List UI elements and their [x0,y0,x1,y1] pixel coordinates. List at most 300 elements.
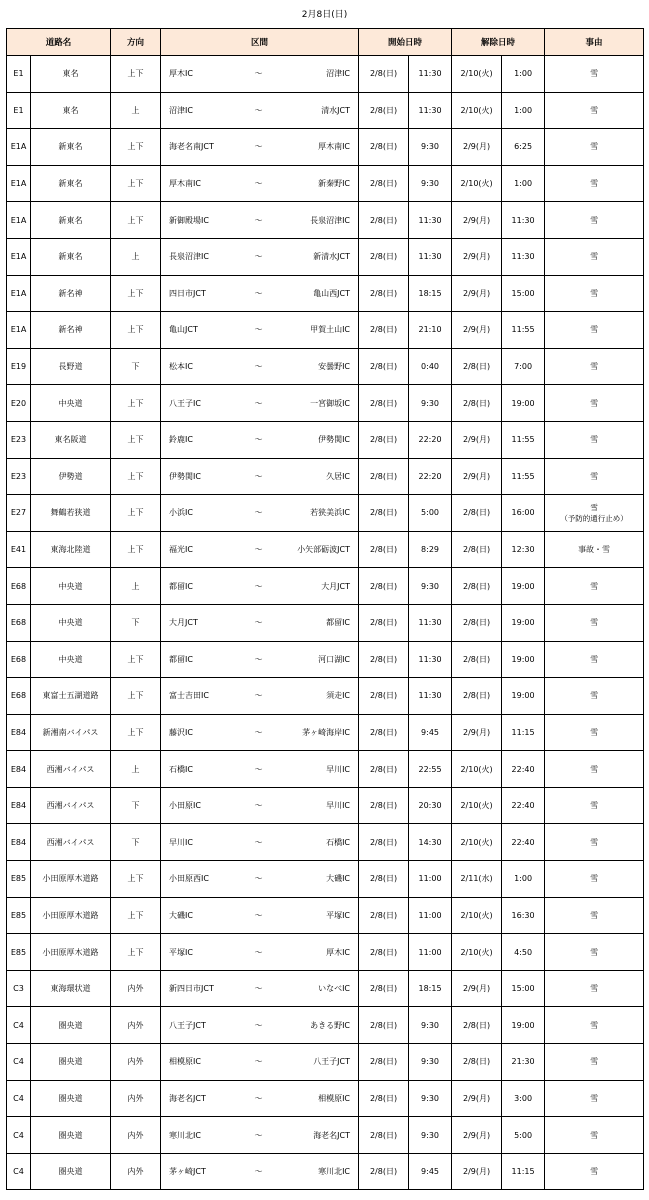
reason: 雪 [545,1153,644,1190]
section-separator: ～ [245,934,273,971]
direction: 内外 [111,1153,161,1190]
start-date: 2/8(日) [359,861,409,898]
direction: 上下 [111,129,161,166]
start-date: 2/8(日) [359,1007,409,1044]
end-date: 2/9(月) [452,202,502,239]
end-time: 1:00 [502,56,545,93]
start-date: 2/8(日) [359,275,409,312]
section-from: 都留IC [161,641,245,678]
reason: 雪 [545,312,644,349]
section-to: 寒川北IC [273,1153,359,1190]
section-to: 甲賀土山IC [273,312,359,349]
table-row [7,275,644,312]
section-to: 久居IC [273,458,359,495]
end-time: 16:30 [502,897,545,934]
start-date: 2/8(日) [359,129,409,166]
end-time: 11:30 [502,238,545,275]
start-time: 9:30 [409,165,452,202]
end-time: 12:30 [502,531,545,568]
section-from: 寒川北IC [161,1117,245,1154]
end-date: 2/8(日) [452,531,502,568]
table-row [7,1080,644,1117]
start-time: 9:30 [409,1080,452,1117]
road-code: E68 [7,678,31,715]
end-time: 6:25 [502,129,545,166]
road-name: 中央道 [31,568,111,605]
end-date: 2/9(月) [452,421,502,458]
section-to: 沼津IC [273,56,359,93]
header-reason: 事由 [545,29,644,56]
road-name: 圏央道 [31,1007,111,1044]
direction: 上下 [111,421,161,458]
start-time: 11:30 [409,92,452,129]
road-name: 圏央道 [31,1044,111,1081]
reason: 雪 [545,1080,644,1117]
end-date: 2/10(火) [452,824,502,861]
section-separator: ～ [245,129,273,166]
section-separator: ～ [245,92,273,129]
direction: 内外 [111,1080,161,1117]
table-row [7,568,644,605]
start-date: 2/8(日) [359,568,409,605]
reason: 雪 [545,568,644,605]
section-separator: ～ [245,531,273,568]
end-date: 2/9(月) [452,275,502,312]
start-time: 18:15 [409,275,452,312]
end-time: 16:00 [502,495,545,532]
section-to: 海老名JCT [273,1117,359,1154]
road-code: E85 [7,897,31,934]
table-row [7,824,644,861]
section-from: 伊勢関IC [161,458,245,495]
reason: 雪 [545,751,644,788]
direction: 内外 [111,1007,161,1044]
direction: 下 [111,604,161,641]
road-name: 新湘南バイパス [31,714,111,751]
direction: 上下 [111,531,161,568]
end-date: 2/9(月) [452,1080,502,1117]
end-time: 19:00 [502,568,545,605]
road-code: C4 [7,1007,31,1044]
section-from: 小浜IC [161,495,245,532]
section-separator: ～ [245,238,273,275]
section-separator: ～ [245,1044,273,1081]
road-code: E1A [7,275,31,312]
header-road: 道路名 [7,29,111,56]
road-name: 中央道 [31,604,111,641]
table-row [7,92,644,129]
section-separator: ～ [245,495,273,532]
section-separator: ～ [245,1007,273,1044]
road-code: E23 [7,421,31,458]
section-separator: ～ [245,897,273,934]
section-separator: ～ [245,824,273,861]
section-from: 厚木IC [161,56,245,93]
road-code: E20 [7,385,31,422]
section-from: 松本IC [161,348,245,385]
start-time: 5:00 [409,495,452,532]
section-from: 藤沢IC [161,714,245,751]
start-date: 2/8(日) [359,1044,409,1081]
start-date: 2/8(日) [359,934,409,971]
start-date: 2/8(日) [359,56,409,93]
section-to: 相模原IC [273,1080,359,1117]
start-date: 2/8(日) [359,165,409,202]
section-from: 相模原IC [161,1044,245,1081]
section-to: 八王子JCT [273,1044,359,1081]
reason: 雪 （予防的通行止め） [545,495,644,532]
section-to: 茅ヶ崎海岸IC [273,714,359,751]
start-date: 2/8(日) [359,92,409,129]
road-code: E84 [7,824,31,861]
section-separator: ～ [245,421,273,458]
road-code: E1A [7,129,31,166]
direction: 上 [111,568,161,605]
direction: 上下 [111,641,161,678]
road-code: E41 [7,531,31,568]
direction: 上 [111,92,161,129]
table-row [7,934,644,971]
reason: 雪 [545,934,644,971]
road-code: C3 [7,970,31,1007]
reason: 雪 [545,897,644,934]
direction: 上下 [111,56,161,93]
reason: 雪 [545,824,644,861]
start-time: 18:15 [409,970,452,1007]
section-to: 若狭美浜IC [273,495,359,532]
table-row [7,385,644,422]
end-time: 4:50 [502,934,545,971]
table-row [7,348,644,385]
section-to: 伊勢関IC [273,421,359,458]
direction: 上下 [111,861,161,898]
direction: 上下 [111,202,161,239]
road-code: E1A [7,202,31,239]
end-date: 2/9(月) [452,129,502,166]
road-name: 伊勢道 [31,458,111,495]
start-time: 0:40 [409,348,452,385]
road-name: 新名神 [31,312,111,349]
start-date: 2/8(日) [359,1117,409,1154]
section-separator: ～ [245,861,273,898]
direction: 内外 [111,1044,161,1081]
road-code: C4 [7,1117,31,1154]
page-title: 2月8日(日) [301,10,348,20]
reason: 雪 [545,1044,644,1081]
end-time: 1:00 [502,92,545,129]
reason: 雪 [545,1117,644,1154]
road-name: 東海環状道 [31,970,111,1007]
section-to: 一宮御坂IC [273,385,359,422]
section-from: 厚木南IC [161,165,245,202]
section-separator: ～ [245,1117,273,1154]
road-name: 小田原厚木道路 [31,934,111,971]
table-row [7,202,644,239]
end-date: 2/9(月) [452,1153,502,1190]
end-time: 15:00 [502,970,545,1007]
end-date: 2/9(月) [452,714,502,751]
start-time: 22:20 [409,421,452,458]
road-name: 中央道 [31,641,111,678]
road-name: 東名 [31,92,111,129]
section-separator: ～ [245,1153,273,1190]
section-from: 鈴鹿IC [161,421,245,458]
direction: 上 [111,751,161,788]
end-date: 2/9(月) [452,1117,502,1154]
start-time: 9:45 [409,714,452,751]
start-time: 22:55 [409,751,452,788]
end-date: 2/8(日) [452,348,502,385]
start-time: 9:30 [409,129,452,166]
section-to: 石橋IC [273,824,359,861]
road-code: E85 [7,861,31,898]
reason: 雪 [545,787,644,824]
start-time: 11:00 [409,861,452,898]
road-code: E1A [7,238,31,275]
section-separator: ～ [245,385,273,422]
start-time: 9:30 [409,385,452,422]
end-date: 2/9(月) [452,970,502,1007]
road-name: 東名阪道 [31,421,111,458]
road-code: E19 [7,348,31,385]
section-to: 小矢部砺波JCT [273,531,359,568]
end-time: 5:00 [502,1117,545,1154]
end-date: 2/8(日) [452,641,502,678]
road-code: E84 [7,751,31,788]
section-to: 早川IC [273,787,359,824]
section-to: 大月JCT [273,568,359,605]
end-time: 22:40 [502,787,545,824]
end-date: 2/8(日) [452,1044,502,1081]
road-code: E27 [7,495,31,532]
start-time: 21:10 [409,312,452,349]
section-to: 安曇野IC [273,348,359,385]
section-from: 富士吉田IC [161,678,245,715]
reason: 雪 [545,1007,644,1044]
table-row [7,861,644,898]
reason: 雪 [545,56,644,93]
direction: 内外 [111,1117,161,1154]
end-time: 11:55 [502,312,545,349]
start-date: 2/8(日) [359,238,409,275]
section-to: 亀山西JCT [273,275,359,312]
section-from: 早川IC [161,824,245,861]
road-name: 舞鶴若狭道 [31,495,111,532]
end-time: 11:30 [502,202,545,239]
direction: 内外 [111,970,161,1007]
direction: 上下 [111,312,161,349]
direction: 下 [111,824,161,861]
section-from: 八王子JCT [161,1007,245,1044]
reason: 雪 [545,714,644,751]
table-row [7,495,644,532]
section-separator: ～ [245,641,273,678]
start-time: 11:30 [409,641,452,678]
start-time: 11:30 [409,238,452,275]
section-from: 小田原IC [161,787,245,824]
section-separator: ～ [245,568,273,605]
road-name: 東海北陸道 [31,531,111,568]
end-date: 2/9(月) [452,238,502,275]
section-to: 平塚IC [273,897,359,934]
start-time: 20:30 [409,787,452,824]
table-header-row [7,29,644,56]
table-row [7,1044,644,1081]
section-to: 須走IC [273,678,359,715]
road-code: C4 [7,1153,31,1190]
direction: 上下 [111,458,161,495]
section-separator: ～ [245,312,273,349]
reason: 雪 [545,678,644,715]
section-separator: ～ [245,348,273,385]
direction: 上 [111,238,161,275]
end-date: 2/10(火) [452,92,502,129]
end-date: 2/8(日) [452,604,502,641]
section-separator: ～ [245,458,273,495]
end-time: 19:00 [502,641,545,678]
reason: 雪 [545,238,644,275]
road-code: E68 [7,604,31,641]
section-to: 新清水JCT [273,238,359,275]
section-separator: ～ [245,202,273,239]
section-to: 清水JCT [273,92,359,129]
road-code: E1 [7,56,31,93]
road-code: E1 [7,92,31,129]
road-code: C4 [7,1044,31,1081]
start-time: 9:30 [409,1007,452,1044]
end-date: 2/11(水) [452,861,502,898]
start-date: 2/8(日) [359,824,409,861]
header-direction: 方向 [111,29,161,56]
section-from: 小田原西IC [161,861,245,898]
end-time: 11:15 [502,714,545,751]
road-name: 中央道 [31,385,111,422]
closure-table [6,28,644,1190]
end-time: 19:00 [502,678,545,715]
start-time: 11:30 [409,202,452,239]
road-code: E68 [7,568,31,605]
section-from: 福光IC [161,531,245,568]
reason: 事故・雪 [545,531,644,568]
section-to: 厚木IC [273,934,359,971]
start-time: 9:30 [409,1117,452,1154]
table-row [7,56,644,93]
start-date: 2/8(日) [359,421,409,458]
header-end: 解除日時 [452,29,545,56]
end-time: 1:00 [502,861,545,898]
section-from: 長泉沼津IC [161,238,245,275]
road-name: 新東名 [31,165,111,202]
direction: 上下 [111,678,161,715]
reason: 雪 [545,861,644,898]
start-date: 2/8(日) [359,1080,409,1117]
start-time: 9:45 [409,1153,452,1190]
start-time: 9:30 [409,568,452,605]
start-date: 2/8(日) [359,495,409,532]
end-time: 11:55 [502,421,545,458]
table-row [7,1117,644,1154]
section-separator: ～ [245,678,273,715]
start-date: 2/8(日) [359,1153,409,1190]
start-date: 2/8(日) [359,202,409,239]
start-date: 2/8(日) [359,897,409,934]
table-row [7,641,644,678]
start-date: 2/8(日) [359,787,409,824]
section-from: 茅ヶ崎JCT [161,1153,245,1190]
section-from: 石橋IC [161,751,245,788]
end-time: 21:30 [502,1044,545,1081]
section-separator: ～ [245,604,273,641]
direction: 上下 [111,165,161,202]
end-date: 2/8(日) [452,568,502,605]
road-code: E68 [7,641,31,678]
section-separator: ～ [245,1080,273,1117]
section-from: 沼津IC [161,92,245,129]
direction: 上下 [111,897,161,934]
table-row [7,787,644,824]
section-from: 亀山JCT [161,312,245,349]
section-from: 平塚IC [161,934,245,971]
road-code: E84 [7,714,31,751]
end-date: 2/9(月) [452,312,502,349]
section-from: 八王子IC [161,385,245,422]
start-date: 2/8(日) [359,604,409,641]
table-row [7,714,644,751]
section-separator: ～ [245,970,273,1007]
road-name: 新名神 [31,275,111,312]
direction: 下 [111,787,161,824]
section-separator: ～ [245,787,273,824]
table-row [7,238,644,275]
road-name: 東名 [31,56,111,93]
end-date: 2/10(火) [452,934,502,971]
start-date: 2/8(日) [359,641,409,678]
end-date: 2/8(日) [452,678,502,715]
table-row [7,129,644,166]
end-date: 2/10(火) [452,897,502,934]
section-to: いなべIC [273,970,359,1007]
reason: 雪 [545,348,644,385]
road-name: 西湘バイパス [31,787,111,824]
section-to: 都留IC [273,604,359,641]
end-date: 2/10(火) [452,751,502,788]
end-date: 2/8(日) [452,495,502,532]
section-to: 厚木南IC [273,129,359,166]
start-time: 9:30 [409,1044,452,1081]
reason: 雪 [545,385,644,422]
section-separator: ～ [245,751,273,788]
section-from: 四日市JCT [161,275,245,312]
table-row [7,1153,644,1190]
end-time: 11:15 [502,1153,545,1190]
reason: 雪 [545,92,644,129]
road-name: 圏央道 [31,1080,111,1117]
start-date: 2/8(日) [359,531,409,568]
section-separator: ～ [245,275,273,312]
reason: 雪 [545,275,644,312]
start-date: 2/8(日) [359,751,409,788]
road-code: C4 [7,1080,31,1117]
section-from: 大磯IC [161,897,245,934]
road-code: E23 [7,458,31,495]
section-from: 海老名南JCT [161,129,245,166]
end-time: 22:40 [502,751,545,788]
direction: 上下 [111,934,161,971]
end-date: 2/9(月) [452,458,502,495]
reason: 雪 [545,165,644,202]
direction: 上下 [111,495,161,532]
reason: 雪 [545,458,644,495]
